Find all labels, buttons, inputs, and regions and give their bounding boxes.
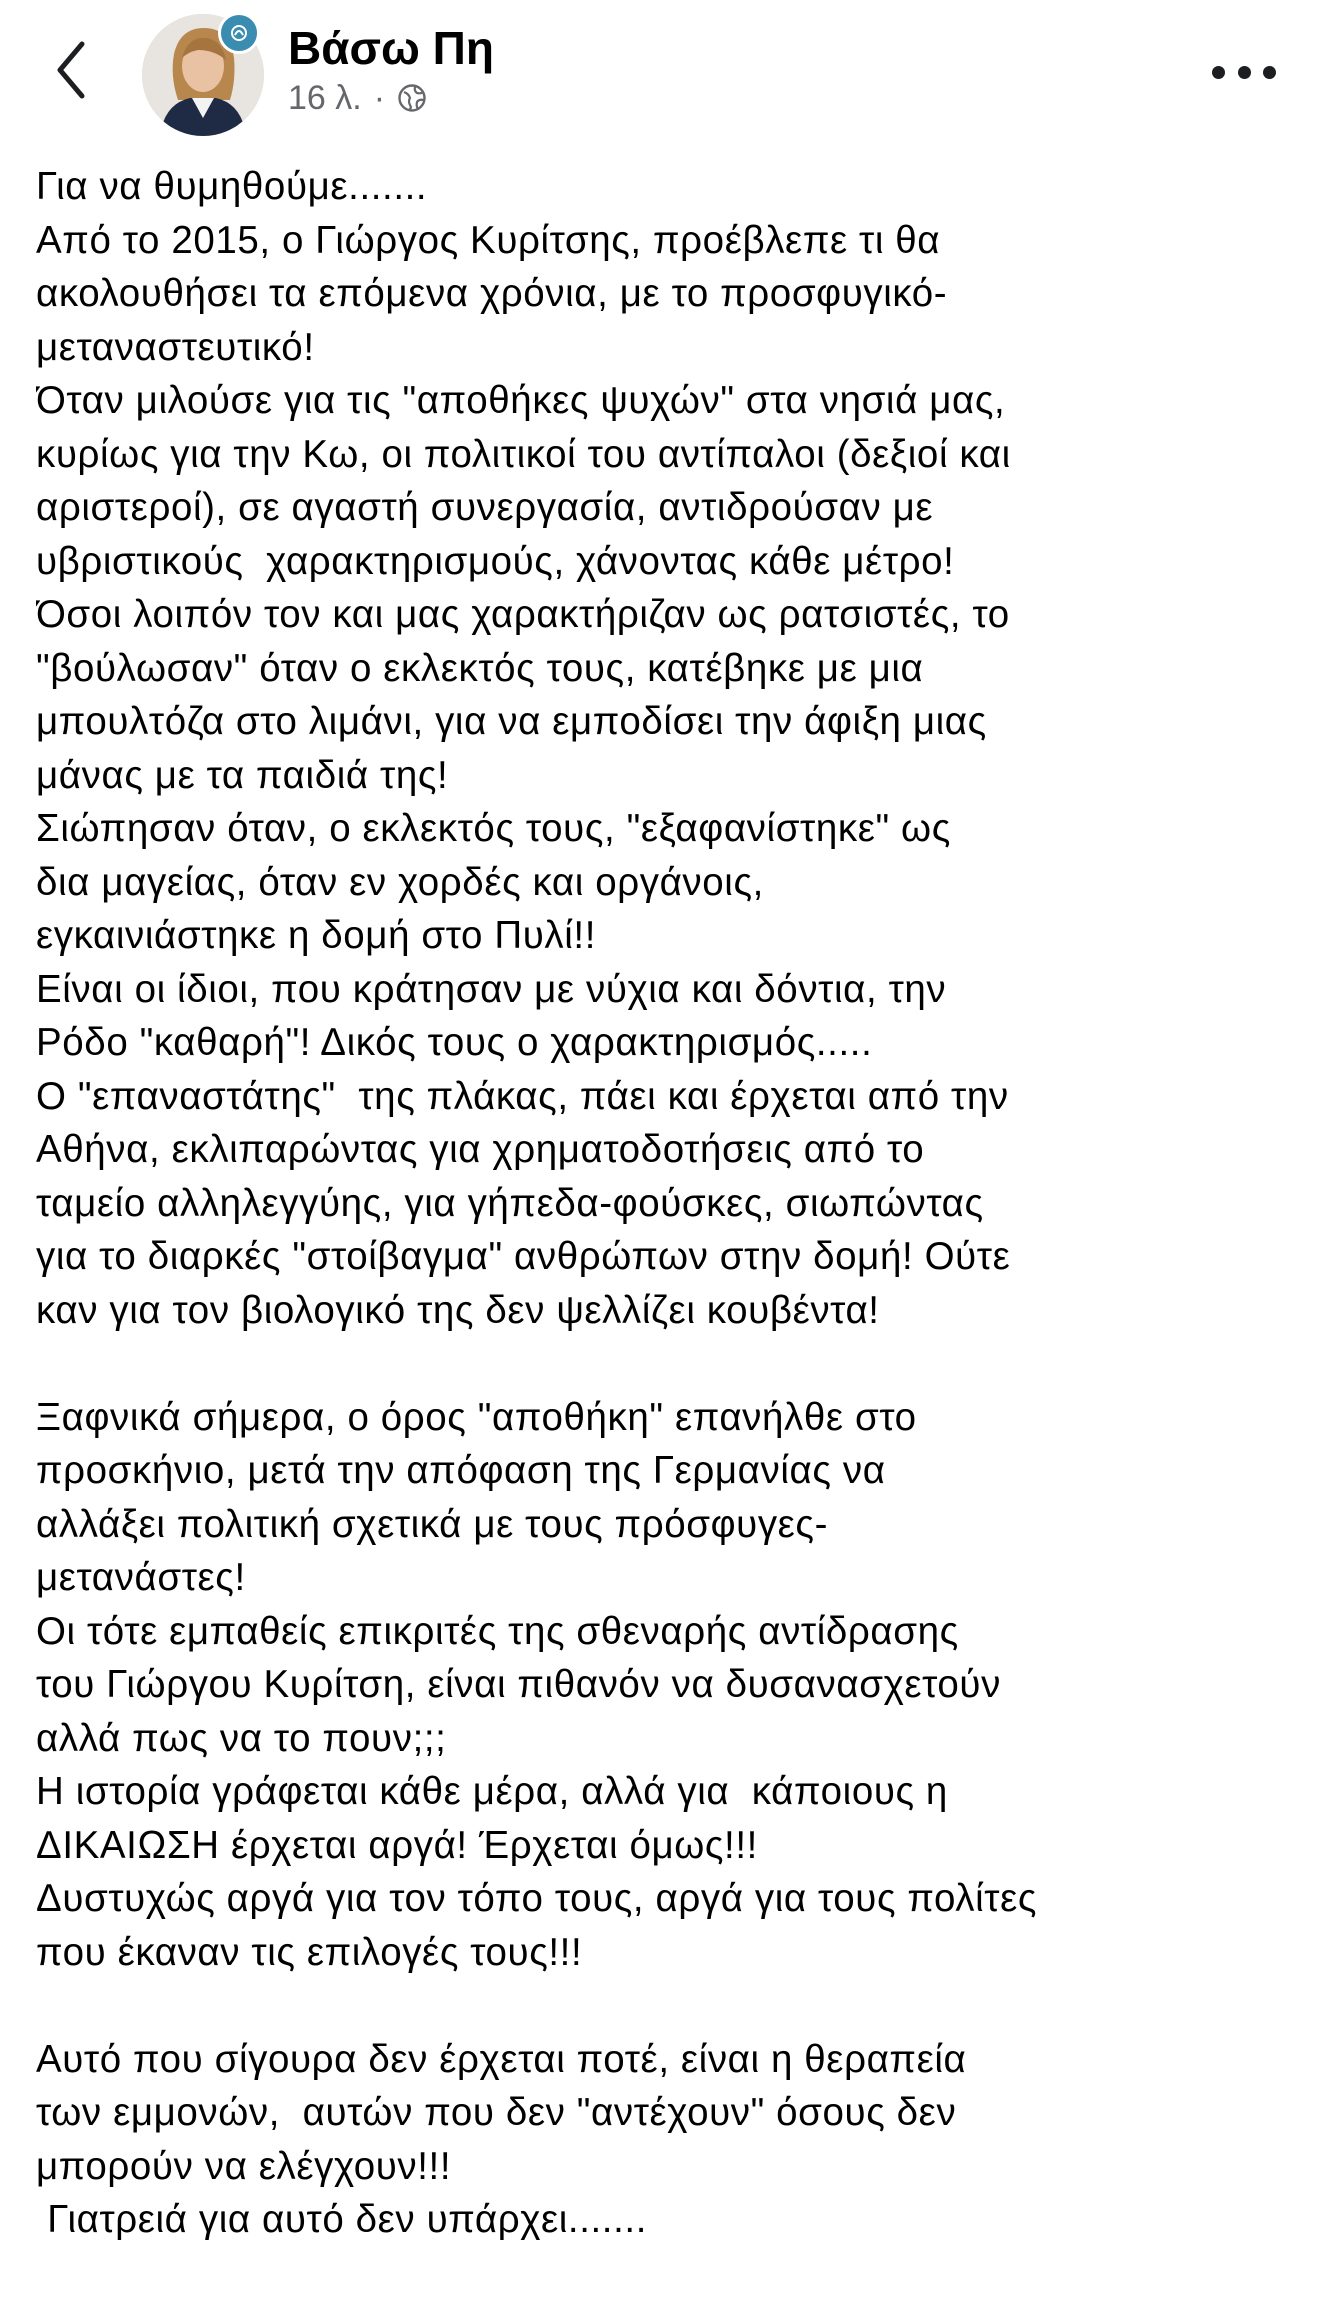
post-text-line: Όσοι λοιπόν τον και μας χαρακτήριζαν ως ρατσιστές, το [36, 593, 1010, 636]
post-text-line: μάνας με τα παιδιά της! [36, 753, 449, 797]
post-header [0, 0, 1320, 150]
post-text-line: Αυτό που σίγουρα δεν έρχεται ποτέ, είναι η θεραπεία [36, 2037, 967, 2081]
post-text-line: "βούλωσαν" όταν ο εκλεκτός τους, κατέβηκε με μια [36, 646, 924, 690]
more-options-button[interactable] [1212, 52, 1276, 92]
post-text-line: Η ιστορία γράφεται κάθε μέρα, αλλά για κάποιους η [36, 1770, 948, 1813]
post-text-line: εγκαινιάστηκε η δομή στο Πυλί!! [36, 914, 596, 957]
post-text-line: αλλάξει πολιτική σχετικά με τους πρόσφυγες- [36, 1502, 829, 1546]
author-name[interactable]: Βάσω Πη [288, 22, 494, 74]
post-blank-line [36, 1979, 1306, 2033]
post-text-line: προσκήνιο, μετά την απόφαση της Γερμανίας να [36, 1449, 886, 1492]
post-text-line: ακολουθήσει τα επόμενα χρόνια, με το προσφυγικό- [36, 272, 948, 315]
post-text-line: Ρόδο "καθαρή"! Δικός τους ο χαρακτηρισμός..... [36, 1021, 873, 1064]
meta-separator: · [373, 79, 386, 117]
post-text-line: Από το 2015, ο Γιώργος Κυρίτσης, προέβλεπε τι θα [36, 218, 941, 262]
post-text-line: Σιώπησαν όταν, ο εκλεκτός τους, "εξαφανίστηκε" ως [36, 807, 951, 850]
post-text-line: μεταναστευτικό! [36, 325, 315, 369]
post-text-line: ταμείο αλληλεγγύης, για γήπεδα-φούσκες, σιωπώντας [36, 1181, 984, 1225]
post-text-line: που έκαναν τις επιλογές τους!!! [36, 1930, 583, 1974]
post-text-line: δια μαγείας, όταν εν χορδές και οργάνοις, [36, 860, 764, 904]
post-meta [288, 78, 427, 118]
post-text-line: των εμμονών, αυτών που δεν "αντέχουν" όσους δεν [36, 2091, 957, 2134]
post-text-line: υβριστικούς χαρακτηρισμούς, χάνοντας κάθε μέτρο! [36, 539, 955, 583]
post-text-line: μπορούν να ελέγχουν!!! [36, 2144, 452, 2188]
post-text-line: ΔΙΚΑΙΩΣΗ έρχεται αργά! Έρχεται όμως!!! [36, 1823, 758, 1867]
post-text-line: Γιατρειά για αυτό δεν υπάρχει....... [36, 2198, 647, 2241]
post-text-line: Όταν μιλούσε για τις "αποθήκες ψυχών" στα νησιά μας, [36, 379, 1006, 422]
post-blank-line [36, 1337, 1306, 1391]
post-text-line: Δυστυχώς αργά για τον τόπο τους, αργά για τους πολίτες [36, 1877, 1038, 1920]
post-text-line: του Γιώργου Κυρίτση, είναι πιθανόν να δυσανασχετούν [36, 1663, 1001, 1706]
avatar-badge [218, 12, 260, 54]
more-horizontal-icon-dot [1212, 66, 1225, 79]
post-text-line: μπουλτόζα στο λιμάνι, για να εμποδίσει την άφιξη μιας [36, 700, 987, 743]
more-horizontal-icon-dot [1238, 66, 1251, 79]
back-button[interactable] [46, 36, 96, 104]
post-text-line: Ξαφνικά σήμερα, ο όρος "αποθήκη" επανήλθε στο [36, 1395, 917, 1439]
party-logo-icon [229, 23, 249, 43]
post-text-line: για το διαρκές "στοίβαγμα" ανθρώπων στην δομή! Ούτε [36, 1235, 1011, 1278]
post-text-line: Αθήνα, εκλιπαρώντας για χρηματοδοτήσεις από το [36, 1128, 925, 1171]
post-text-line: αριστεροί), σε αγαστή συνεργασία, αντιδρούσαν με [36, 486, 934, 529]
post-text-line: Για να θυμηθούμε....... [36, 165, 428, 208]
post-text-line: αλλά πως να το πουν;;; [36, 1716, 447, 1760]
post-text-line: κυρίως για την Κω, οι πολιτικοί του αντίπαλοι (δεξιοί και [36, 432, 1011, 476]
post-text-line: Οι τότε εμπαθείς επικριτές της σθεναρής αντίδρασης [36, 1609, 959, 1653]
post-body [36, 160, 1306, 2290]
post-text-line: Είναι οι ίδιοι, που κράτησαν με νύχια και δόντια, την [36, 967, 947, 1011]
chevron-left-icon [54, 40, 88, 100]
post-text-line: Ο "επαναστάτης" της πλάκας, πάει και έρχεται από την [36, 1074, 1009, 1118]
more-horizontal-icon-dot [1263, 66, 1276, 79]
post-time[interactable]: 16 λ. [288, 78, 362, 117]
post-text-line: καν για τον βιολογικό της δεν ψελλίζει κουβέντα! [36, 1288, 880, 1332]
globe-icon [397, 83, 427, 113]
post-text-line: μετανάστες! [36, 1556, 246, 1599]
